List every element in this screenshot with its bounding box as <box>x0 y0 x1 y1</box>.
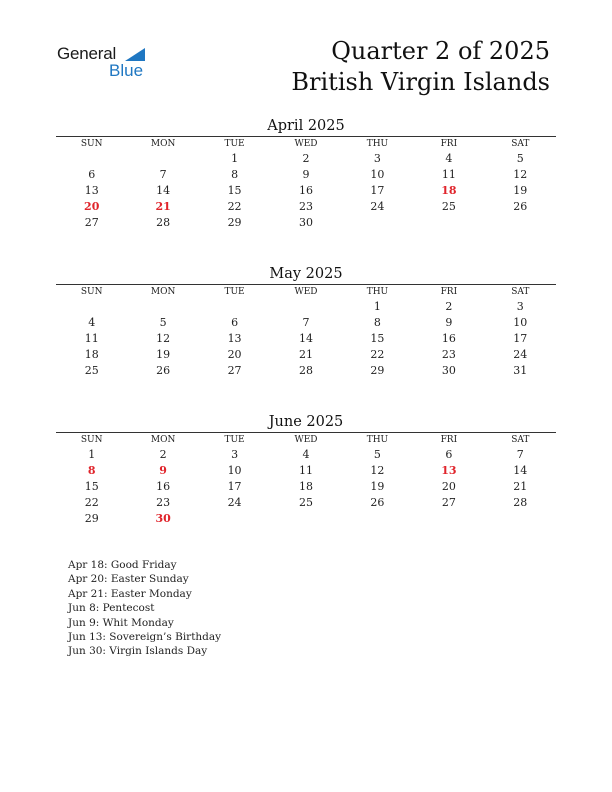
holiday-day-cell: 13 <box>441 464 457 477</box>
day-cell: 29 <box>84 512 99 525</box>
day-cell: 19 <box>513 184 528 197</box>
weekday-label: FRI <box>440 287 458 297</box>
empty-day-cell <box>342 215 413 231</box>
weekday-label: SAT <box>511 435 530 445</box>
weekday-label: TUE <box>224 139 245 149</box>
day-cell: 7 <box>302 316 310 329</box>
empty-day-cell <box>485 215 556 231</box>
day-cell: 26 <box>156 364 171 377</box>
day-grid <box>56 299 556 379</box>
day-cell: 19 <box>156 348 171 361</box>
empty-day-cell <box>56 151 127 167</box>
holiday-day-cell: 20 <box>84 200 100 213</box>
day-cell: 5 <box>373 448 381 461</box>
day-cell: 18 <box>84 348 99 361</box>
holiday-entry: Jun 30: Virgin Islands Day <box>68 645 208 658</box>
weekday-label: WED <box>294 287 318 297</box>
day-cell: 23 <box>156 496 171 509</box>
holiday-entry: Apr 18: Good Friday <box>68 559 177 571</box>
day-cell: 14 <box>156 184 171 197</box>
day-cell: 1 <box>88 448 96 461</box>
day-cell: 19 <box>370 480 385 493</box>
holiday-day-cell: 9 <box>159 464 167 477</box>
day-cell: 27 <box>84 216 99 229</box>
holiday-entry: Jun 9: Whit Monday <box>68 616 174 629</box>
empty-day-cell <box>413 511 484 527</box>
logo-triangle-icon <box>125 48 145 61</box>
day-cell: 21 <box>513 480 528 493</box>
month-calendar-june <box>56 412 556 527</box>
day-cell: 13 <box>84 184 99 197</box>
empty-day-cell <box>342 511 413 527</box>
weekday-label: SUN <box>80 435 103 445</box>
day-cell: 1 <box>231 152 239 165</box>
day-cell: 29 <box>370 364 385 377</box>
empty-day-cell <box>199 299 270 315</box>
empty-day-cell <box>270 299 341 315</box>
empty-day-cell <box>199 511 270 527</box>
day-cell: 23 <box>441 348 456 361</box>
day-cell: 23 <box>298 200 313 213</box>
day-cell: 25 <box>441 200 456 213</box>
day-cell: 31 <box>513 364 528 377</box>
day-cell: 17 <box>370 184 385 197</box>
weekday-label: MON <box>150 139 176 149</box>
day-cell: 12 <box>370 464 385 477</box>
day-cell: 8 <box>231 168 239 181</box>
day-cell: 27 <box>227 364 242 377</box>
holiday-entry: Apr 20: Easter Sunday <box>68 573 189 586</box>
empty-day-cell <box>56 299 127 315</box>
holiday-entry: Apr 21: Easter Monday <box>68 587 192 600</box>
day-cell: 4 <box>88 316 96 329</box>
day-cell: 12 <box>156 332 171 345</box>
day-cell: 10 <box>513 316 528 329</box>
month-title: April 2025 <box>267 118 345 134</box>
day-cell: 17 <box>227 480 242 493</box>
weekday-label: THU <box>366 139 389 149</box>
day-cell: 16 <box>156 480 171 493</box>
day-cell: 14 <box>298 332 313 345</box>
holiday-entry: Jun 13: Sovereign’s Birthday <box>68 631 222 644</box>
month-calendar-may <box>56 264 556 379</box>
day-cell: 7 <box>516 448 524 461</box>
weekday-label: TUE <box>224 435 245 445</box>
day-cell: 13 <box>227 332 242 345</box>
holiday-day-cell: 8 <box>87 464 96 477</box>
weekday-label: MON <box>150 287 176 297</box>
day-cell: 9 <box>302 168 310 181</box>
day-cell: 25 <box>298 496 313 509</box>
day-cell: 15 <box>84 480 99 493</box>
logo-general-text: General <box>57 44 117 63</box>
generalblue-logo <box>57 44 157 80</box>
day-grid <box>56 151 556 231</box>
empty-day-cell <box>127 151 198 167</box>
weekday-label: FRI <box>440 435 458 445</box>
day-cell: 7 <box>159 168 167 181</box>
logo-blue-text: Blue <box>109 61 144 80</box>
empty-day-cell <box>127 299 198 315</box>
empty-day-cell <box>270 511 341 527</box>
title-country: British Virgin Islands <box>291 68 550 96</box>
weekday-label: WED <box>294 139 318 149</box>
weekday-label: THU <box>366 435 389 445</box>
weekday-header-row <box>56 285 556 299</box>
day-cell: 15 <box>227 184 242 197</box>
month-title: May 2025 <box>269 266 343 282</box>
holiday-day-cell: 18 <box>441 184 457 197</box>
day-cell: 3 <box>373 152 381 165</box>
day-cell: 22 <box>84 496 99 509</box>
day-cell: 10 <box>227 464 242 477</box>
day-cell: 4 <box>445 152 453 165</box>
weekday-label: SUN <box>80 139 103 149</box>
day-cell: 12 <box>513 168 528 181</box>
day-cell: 24 <box>227 496 242 509</box>
weekday-label: THU <box>366 287 389 297</box>
day-cell: 20 <box>441 480 456 493</box>
day-cell: 26 <box>513 200 528 213</box>
day-cell: 3 <box>516 300 524 313</box>
weekday-label: MON <box>150 435 176 445</box>
day-cell: 28 <box>298 364 313 377</box>
holiday-list <box>68 558 221 659</box>
holiday-entry: Jun 8: Pentecost <box>68 602 155 615</box>
weekday-header-row <box>56 433 556 447</box>
day-cell: 20 <box>227 348 242 361</box>
day-cell: 28 <box>513 496 528 509</box>
day-cell: 22 <box>370 348 385 361</box>
holiday-day-cell: 21 <box>155 200 171 213</box>
empty-day-cell <box>413 215 484 231</box>
day-cell: 24 <box>513 348 528 361</box>
day-cell: 11 <box>84 332 99 345</box>
day-cell: 3 <box>231 448 239 461</box>
day-cell: 2 <box>302 152 310 165</box>
weekday-label: SUN <box>80 287 103 297</box>
day-cell: 28 <box>156 216 171 229</box>
day-cell: 30 <box>298 216 313 229</box>
day-grid <box>56 447 556 527</box>
holiday-day-cell: 30 <box>155 512 171 525</box>
weekday-header-row <box>56 137 556 151</box>
weekday-label: FRI <box>440 139 458 149</box>
day-cell: 6 <box>88 168 96 181</box>
day-cell: 9 <box>445 316 453 329</box>
day-cell: 1 <box>373 300 381 313</box>
day-cell: 4 <box>302 448 310 461</box>
day-cell: 21 <box>298 348 313 361</box>
day-cell: 5 <box>159 316 167 329</box>
empty-day-cell <box>485 511 556 527</box>
day-cell: 11 <box>298 464 313 477</box>
weekday-label: WED <box>294 435 318 445</box>
day-cell: 8 <box>373 316 381 329</box>
weekday-label: SAT <box>511 287 530 297</box>
day-cell: 30 <box>441 364 456 377</box>
day-cell: 29 <box>227 216 242 229</box>
day-cell: 6 <box>231 316 239 329</box>
day-cell: 11 <box>441 168 456 181</box>
day-cell: 6 <box>445 448 453 461</box>
page-title <box>291 36 550 98</box>
day-cell: 10 <box>370 168 385 181</box>
day-cell: 16 <box>298 184 313 197</box>
day-cell: 14 <box>513 464 528 477</box>
day-cell: 2 <box>159 448 167 461</box>
weekday-label: TUE <box>224 287 245 297</box>
day-cell: 22 <box>227 200 242 213</box>
month-title: June 2025 <box>268 414 344 430</box>
title-quarter: Quarter 2 of 2025 <box>331 37 550 65</box>
day-cell: 18 <box>298 480 313 493</box>
day-cell: 5 <box>516 152 524 165</box>
day-cell: 24 <box>370 200 385 213</box>
day-cell: 15 <box>370 332 385 345</box>
day-cell: 26 <box>370 496 385 509</box>
day-cell: 16 <box>441 332 456 345</box>
weekday-label: SAT <box>511 139 530 149</box>
day-cell: 2 <box>445 300 453 313</box>
month-calendar-april <box>56 116 556 231</box>
day-cell: 27 <box>441 496 456 509</box>
day-cell: 25 <box>84 364 99 377</box>
day-cell: 17 <box>513 332 528 345</box>
